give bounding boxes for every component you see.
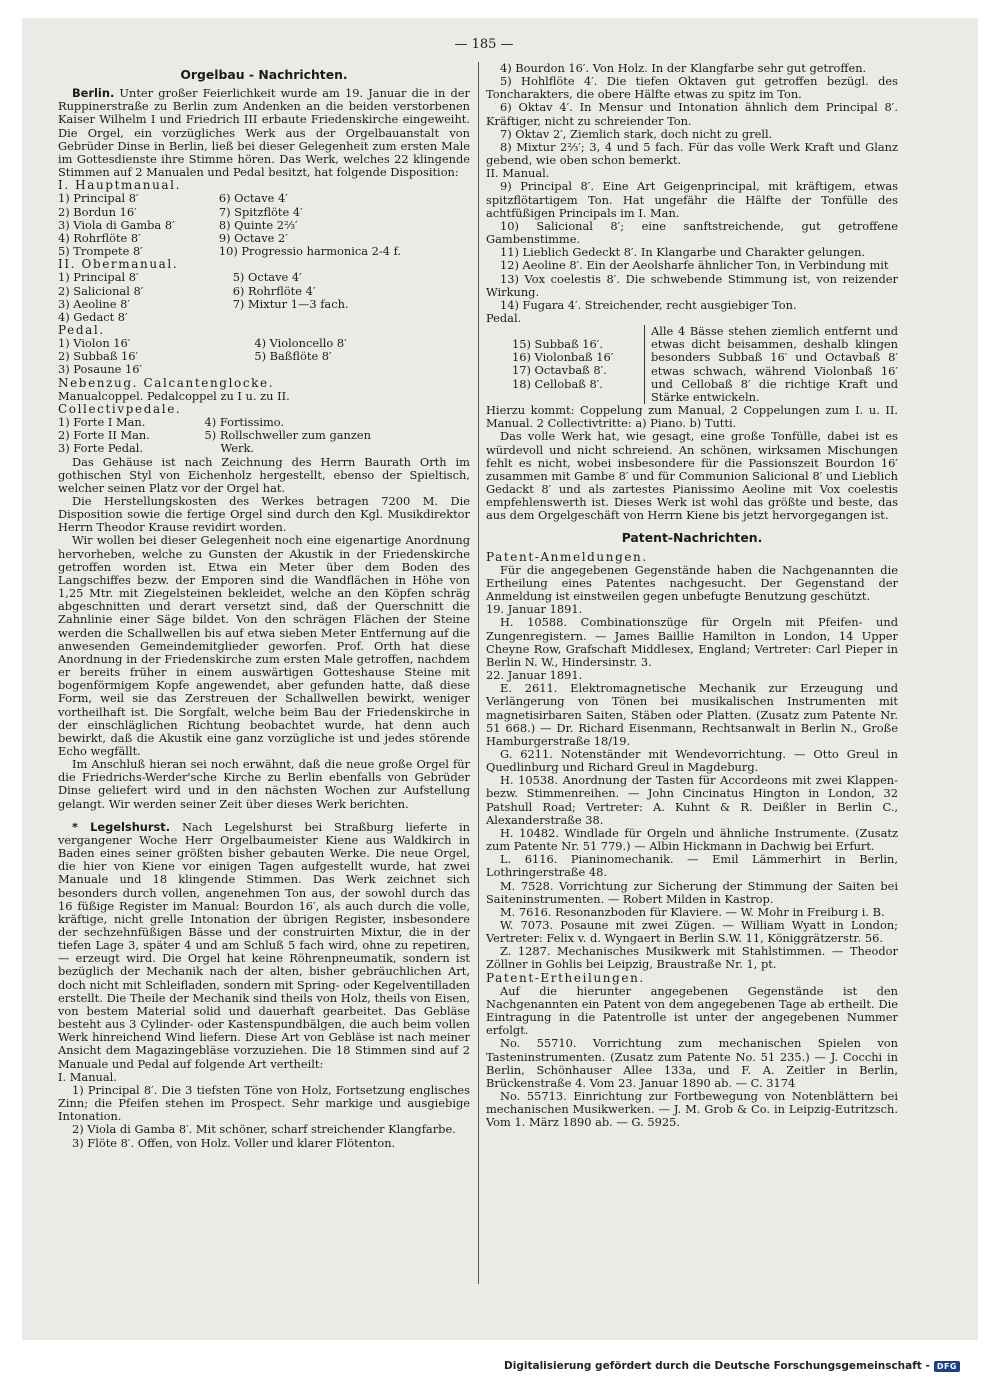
berlin-intro-text: Unter großer Feierlichkeit wurde am 19. Januar die in der Ruppinerstraße zu Berlin zum Andenken an die beiden verstorbenen Kaiser Wilhelm I und Friedrich III erbaute Friedenskirche eingeweiht. Die Orgel, ein vorzügliches Werk aus der Orgelbauanstalt von Gebrüder Dinse in Berlin, ließ bei dieser Gelegenheit zum ersten Male im Gottesdienste ihre Stimme hören. Das Werk, welches 22 klingende Stimmen auf 2 Manualen und Pedal besitzt, hat folgende Disposition: — [58, 86, 470, 180]
stop-cell: 3) Posaune 16′ — [58, 362, 143, 377]
stop-cell: 1) Violon 16′ — [58, 336, 131, 351]
stop-cell: 6) Octave 4′ — [218, 191, 288, 206]
stop-cell: 10) Progressio harmonica 2-4 f. — [218, 244, 402, 259]
patent-no55713: No. 55713. Einrichtung zur Fortbewegung von Notenblättern bei mechanischen Musikwerken. — J. M. Grob & Co. in Leipzig-Eutritzsch. Vom 1. März 1890 ab. — G. 5925. — [486, 1089, 898, 1130]
table-row — [58, 311, 470, 324]
pedal-stop-list — [486, 325, 644, 404]
stop-6: 6) Oktav 4′. In Mensur und Intonation ähnlich dem Principal 8′. Kräftiger, nicht zu schreiender Ton. — [486, 100, 898, 128]
patent-g6211: G. 6211. Notenständer mit Wendevorrichtung. — Otto Greul in Quedlinburg und Richard Greul in Magdeburg. — [486, 746, 898, 775]
berlin-heading: Berlin. — [72, 86, 115, 101]
stop-cell — [254, 363, 470, 376]
hauptmanual-table — [58, 192, 470, 258]
anmeldungen-intro: Für die angegebenen Gegenstände haben die Nachgenannten die Ertheilung eines Patentes nachgesucht. Der Gegenstand der Anmeldung ist einstweilen gegen unbefugte Benutzung geschützt. — [486, 562, 898, 604]
stop-cell: 2) Bordun 16′ — [58, 204, 137, 219]
date-22-january: 22. Januar 1891. — [486, 668, 583, 683]
pedal-title: Pedal. — [58, 322, 105, 337]
stop-7: 7) Oktav 2′, Ziemlich stark, doch nicht zu grell. — [500, 126, 773, 141]
berlin-paragraph-3: Die Herstellungskosten des Werkes betragen 7200 M. Die Disposition sowie die fertige Orgel sind durch den Kgl. Musikdirektor Herrn Theodor Krause revidirt worden. — [58, 494, 470, 535]
legelshurst-stop-2: 2) Viola di Gamba 8′. Mit schöner, scharf streichender Klangfarbe. — [72, 1122, 456, 1137]
ertheilungen-intro: Auf die hierunter angegebenen Gegenstände ist den Nachgenannten ein Patent von dem angegebenen Tage ab ertheilt. Die Eintragung in die Patentrolle ist unter der angegebenen Nummer erfolgt. — [486, 983, 898, 1038]
column-rule — [478, 62, 479, 1284]
patent-m7616: M. 7616. Resonanzboden für Klaviere. — W. Mohr in Freiburg i. B. — [500, 904, 885, 919]
legelshurst-text: Nach Legelshurst bei Straßburg lieferte in vergangener Woche Herr Orgelbaumeister Kiene aus Waldkirch in Baden eines seiner größten bisher gebauten Werke. Die neue Orgel, die hier von Kiene vor einigen Tagen aufgestellt wurde, hat zwei Manuale und 18 klingende Stimmen. Das Werk zeichnet sich besonders durch vollen, angenehmen Ton aus, der sowohl durch das 16 füßige Register im Manual: Bourdon 16′, als auch durch die volle, kräftige, nicht grelle Intonation der übrigen Register, insbesondere der sechzehnfüßigen Bässe und der construirten Mixtur, die in der tiefen Lage 3, später 4 und am Schluß 5 fach wird, ohne zu repetiren, — erzeugt wird. Die Orgel hat keine Röhrenpneumatik, sondern ist bezüglich der Mechanik nach der alten, bisher gebräuchlichen Art, doch nicht mit Schleifladen, sondern mit Spring- oder Kegelventilladen erstellt. Die Theile der Mechanik sind theils von Holz, theils von Eisen, von bestem Material solid und dauerhaft gearbeitet. Das Gebläse besteht aus 3 Cylinder- oder Kastenspundbälgen, die auch beim vollen Werk hinreichend Wind liefern. Diese Art von Gebläse ist nach meiner Ansicht dem Magazingebläse vorzuziehen. Die 18 Stimmen sind auf 2 Manuale und Pedal auf folgende Art vertheilt: — [58, 819, 471, 1071]
table-row — [58, 219, 470, 232]
patent-h10482: H. 10482. Windlade für Orgeln und ähnliche Instrumente. (Zusatz zum Patente Nr. 51 779.) — Albin Hickmann in Dachwig bei Erfurt. — [486, 825, 898, 854]
table-row — [58, 206, 470, 219]
berlin-paragraph — [58, 87, 470, 179]
table-row — [58, 442, 470, 455]
patent-m7528: M. 7528. Vorrichtung zur Sicherung der Stimmung der Saiten bei Saiteninstrumenten. — Robert Milden in Kastrop. — [486, 878, 898, 906]
stop-9: 9) Principal 8′. Eine Art Geigenprincipal, mit kräftigem, etwas spitzflötartigem Ton. Hat ungefähr die Hälfte der Tonfülle des achtfüßigen Principals im I. Man. — [486, 179, 898, 220]
stop-cell: 5) Rollschweller zum ganzen — [204, 428, 371, 443]
stop-cell: Werk. — [220, 441, 255, 456]
nebenzug-title: Nebenzug. Calcantenglocke. — [58, 375, 275, 390]
patent-l6116: L. 6116. Pianinomechanik. — Emil Lämmerhirt in Berlin, Lothringerstraße 48. — [486, 852, 898, 880]
pedal-block — [486, 325, 898, 404]
stop-cell: 3) Forte Pedal. — [58, 441, 144, 456]
stop-13: 13) Vox coelestis 8′. Die schwebende Stimmung ist, von reizender Wirkung. — [486, 271, 898, 299]
anmeldungen-title: Patent-Anmeldungen. — [486, 549, 648, 564]
patent-w7073: W. 7073. Posaune mit zwei Zügen. — William Wyatt in London; Vertreter: Felix v. d. Wyngaert in Berlin S.W. 11, Königgrätzerstr. 56. — [486, 918, 898, 946]
stop-14: 14) Fugara 4′. Streichender, recht ausgiebiger Ton. — [500, 297, 797, 312]
footer-text: Digitalisierung gefördert durch die Deutsche Forschungsgemeinschaft - — [504, 1360, 930, 1372]
stop-cell: 8) Quinte 2⅔′ — [218, 217, 298, 232]
pedal-note: Alle 4 Bässe stehen ziemlich entfernt und etwas dicht beisammen, deshalb klingen besonders Subbaß 16′ und Octavbaß 8′ etwas schwach, während Violonbaß 16′ und Cellobaß 8′ die richtige Kraft und Stärke entwickeln. — [644, 325, 898, 404]
stop-12: 12) Aeoline 8′. Ein der Aeolsharfe ähnlicher Ton, in Verbindung mit — [500, 258, 889, 273]
volle-werk-paragraph: Das volle Werk hat, wie gesagt, eine große Tonfülle, dabei ist es würdevoll und nicht schreiend. An schönen, wirksamen Mischungen fehlt es nicht, wobei insbesondere für die Passionszeit Bourdon 16′ zusammen mit Gambe 8′ und für Communion Salicional 8′ und Lieblich Gedackt 8′ und als zartestes Pianissimo Aeoline mit Vox coelestis empfehlenswerth ist. Dieses Werk ist wohl das größte und beste, das aus dem Orgelgeschäft von Herrn Kiene bis jetzt hervorgegangen ist. — [486, 429, 898, 523]
stop-cell: 5) Trompete 8′ — [58, 244, 143, 259]
legelshurst-stop-3: 3) Flöte 8′. Offen, von Holz. Voller und klarer Flötenton. — [72, 1135, 396, 1150]
legelshurst-paragraph — [58, 821, 470, 1071]
patent-no55710: No. 55710. Vorrichtung zum mechanischen Spielen von Tasteninstrumenten. (Zusatz zum Patente No. 51 235.) — J. Cocchi in Berlin, Schönhauser Allee 133a, und F. A. Zeitler in Berlin, Brückenstraße 4. Vom 23. Januar 1890 ab. — C. 3174 — [486, 1036, 898, 1090]
patent-h10538: H. 10538. Anordnung der Tasten für Accordeons mit zwei Klappen- bezw. Stimmenreihen. — John Cincinatus Hington in London, 32 Patshull Road; Vertreter: A. Kuhnt & R. Deißler in Berlin C., Alexanderstraße 38. — [486, 773, 898, 827]
hierzu-paragraph: Hierzu kommt: Coppelung zum Manual, 2 Coppelungen zum I. u. II. Manual. 2 Collectivtritte: a) Piano. b) Tutti. — [486, 403, 898, 431]
date-19-january: 19. Januar 1891. — [486, 602, 583, 617]
stop-4: 4) Bourdon 16′. Von Holz. In der Klangfarbe sehr gut getroffen. — [500, 61, 867, 75]
orgelbau-heading: Orgelbau - Nachrichten. — [180, 67, 348, 82]
patent-z1287: Z. 1287. Mechanisches Musikwerk mit Stahlstimmen. — Theodor Zöllner in Gohlis bei Leipzig, Braustraße Nr. 1, pt. — [486, 944, 898, 972]
dfg-logo: DFG — [934, 1361, 960, 1372]
stop-cell: 4) Gedact 8′ — [58, 309, 128, 324]
pedal-stop: 16) Violonbaß 16′ — [512, 350, 614, 365]
legelshurst-stop-1: 1) Principal 8′. Die 3 tiefsten Töne von Holz, Fortsetzung englisches Zinn; die Pfeifen stehen im Prospect. Sehr markige und ausgiebige Intonation. — [58, 1082, 470, 1124]
table-row — [58, 192, 470, 205]
pedal-stop: 17) Octavbaß 8′. — [512, 363, 607, 378]
ertheilungen-title: Patent-Ertheilungen. — [486, 970, 645, 985]
patent-heading: Patent-Nachrichten. — [621, 530, 763, 546]
berlin-paragraph-2: Das Gehäuse ist nach Zeichnung des Herrn Baurath Orth im gothischen Styl von Eichenholz hergestellt, ebenso der Spieltisch, welcher seinen Platz vor der Orgel hat. — [58, 454, 470, 495]
stop-cell: 2) Salicional 8′ — [58, 283, 144, 298]
stop-cell: 2) Subbaß 16′ — [58, 349, 139, 364]
stop-cell: 4) Fortissimo. — [204, 415, 285, 430]
page-number: — 185 — — [454, 37, 514, 52]
patent-e2611: E. 2611. Elektromagnetische Mechanik zur Erzeugung und Verlängerung von Tönen bei musikalischen Instrumenten mit magnetisirbaren Saiten, Stäben oder Platten. (Zusatz zum Patente Nr. 51 668.) — Dr. Richard Eisenmann, Rechtsanwalt in Berlin N., Große Hamburgerstraße 18/19. — [486, 681, 898, 748]
stop-cell: 9) Octave 2′ — [218, 230, 288, 245]
right-column — [486, 62, 898, 1130]
table-row — [58, 285, 470, 298]
pedal-stop: 18) Cellobaß 8′. — [512, 376, 603, 391]
stop-5: 5) Hohlflöte 4′. Die tiefen Oktaven gut getroffen bezügl. des Toncharakters, die obere Hälfte etwas zu spitz im Ton. — [486, 74, 898, 102]
stop-cell: 6) Rohrflöte 4′ — [232, 283, 316, 298]
stop-cell: 5) Baßflöte 8′ — [254, 349, 332, 364]
obermanual-title: II. Obermanual. — [58, 257, 179, 272]
collectiv-table — [58, 416, 470, 455]
stop-cell: 4) Violoncello 8′ — [254, 336, 347, 351]
legelshurst-manual-title: I. Manual. — [58, 1069, 117, 1084]
pedal-table — [58, 337, 470, 376]
table-row — [58, 298, 470, 311]
stop-cell: 4) Rohrflöte 8′ — [58, 230, 141, 245]
stop-cell: 5) Octave 4′ — [232, 270, 302, 285]
stop-cell: 7) Mixtur 1—3 fach. — [232, 296, 349, 311]
dfg-footer — [504, 1360, 960, 1372]
berlin-paragraph-5: Im Anschluß hieran sei noch erwähnt, daß die neue große Orgel für die Friedrichs-Werder'sche Kirche zu Berlin ebenfalls von Gebrüder Dinse geliefert wird und in den nächsten Wochen zur Aufstellung gelangt. Wir werden seiner Zeit über dieses Werk berichten. — [58, 757, 470, 811]
obermanual-table — [58, 271, 470, 324]
stop-11: 11) Lieblich Gedeckt 8′. In Klangarbe und Charakter gelungen. — [500, 245, 866, 260]
manual-2-title: II. Manual. — [486, 166, 550, 181]
stop-cell: 1) Principal 8′ — [58, 270, 139, 285]
pedal-stop: 15) Subbaß 16′. — [512, 337, 604, 352]
patent-h10588: H. 10588. Combinationszüge für Orgeln mit Pfeifen- und Zungenregistern. — James Baillie Hamilton in London, 14 Upper Cheyne Row, Grafschaft Middlesex, England; Vertreter: Carl Pieper in Berlin N. W., Hindersinstr. 3. — [486, 615, 898, 669]
stop-cell: 7) Spitzflöte 4′ — [218, 204, 303, 219]
hauptmanual-title: I. Hauptmanual. — [58, 178, 182, 193]
stop-cell — [233, 311, 470, 324]
table-row — [58, 271, 470, 284]
berlin-paragraph-4: Wir wollen bei dieser Gelegenheit noch eine eigenartige Anordnung hervorheben, welche zu Gunsten der Akustik in der Friedenskirche getroffen worden ist. Etwa ein Meter über dem Boden des Langschiffes bezw. der Emporen sind die Wandflächen in Höhe von 1,25 Mtr. mit Ziegelsteinen bekleidet, welche an den Köpfen schräg abgeschnitten und derart versetzt sind, daß der Querschnitt die Zahnlinie einer Säge bildet. Von den schrägen Flächen der Steine werden die Schallwellen bis auf etwa sieben Meter Entfernung auf die anwesenden Gemeindemitglieder geworfen. Prof. Orth hat diese Anordnung in der Friedenskirche zum ersten Male getroffen, nachdem er bereits früher in einem auswärtigen Gotteshause Steine mit bogenförmigem Kopfe angewendet, aber gefunden hatte, daß diese Form, weil sie das Zerstreuen der Schallwellen bewirkt, weniger vortheilhaft ist. Die Sorgfalt, welche beim Bau der Friedenskirche in der einschläglichen Richtung beobachtet wurde, hat denn auch bewirkt, daß die Akustik eine ganz vorzügliche ist und jedes störende Echo wegfällt. — [58, 533, 470, 758]
coppel-line: Manualcoppel. Pedalcoppel zu I u. zu II. — [58, 388, 290, 403]
stop-cell: 2) Forte II Man. — [58, 428, 150, 443]
left-column — [58, 62, 470, 1150]
table-row — [58, 363, 470, 376]
pedal-title-right: Pedal. — [486, 310, 522, 325]
stop-cell: 3) Viola di Gamba 8′ — [58, 217, 175, 232]
legelshurst-heading: * Legelshurst. — [72, 819, 171, 834]
stop-8: 8) Mixtur 2⅔′; 3, 4 und 5 fach. Für das volle Werk Kraft und Glanz gebend, wie oben schon bemerkt. — [486, 139, 898, 168]
collectiv-title: Collectivpedale. — [58, 401, 182, 416]
stop-10: 10) Salicional 8′; eine sanftstreichende, gut getroffene Gambenstimme. — [486, 218, 898, 247]
stop-cell: 1) Principal 8′ — [58, 191, 139, 206]
stop-cell: 1) Forte I Man. — [58, 415, 146, 430]
stop-cell: 3) Aeoline 8′ — [58, 296, 130, 311]
